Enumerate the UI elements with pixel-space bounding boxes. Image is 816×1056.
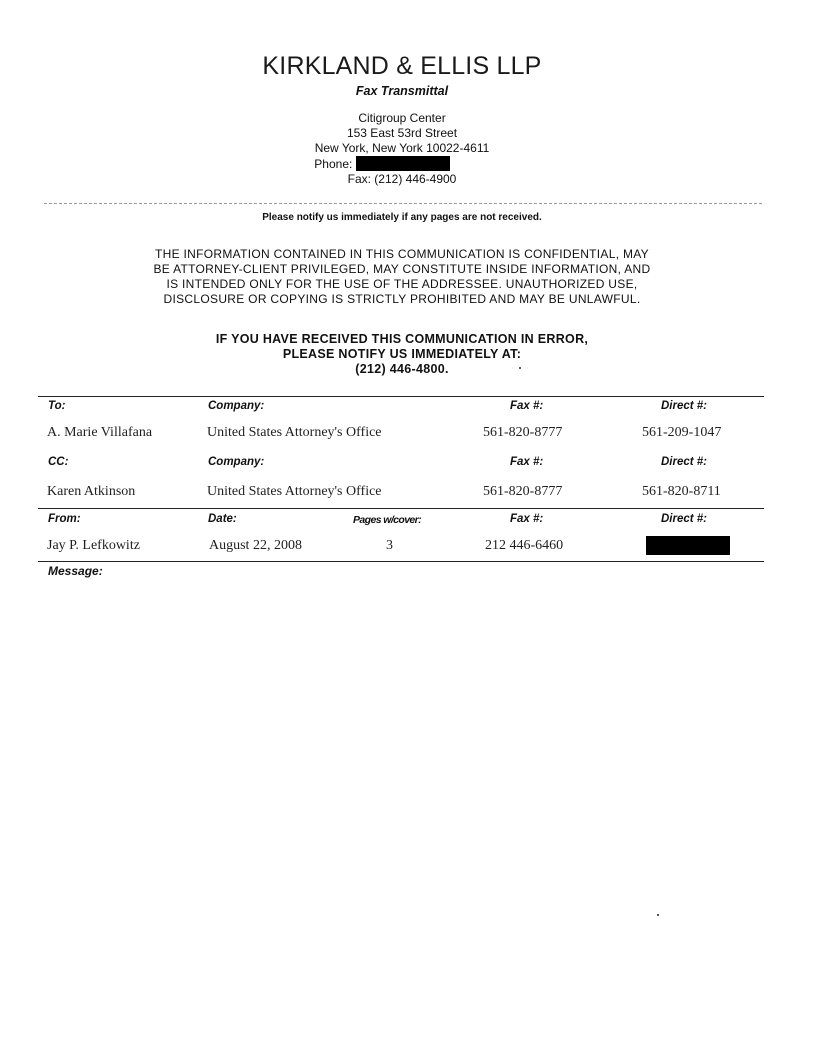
to-company: United States Attorney's Office — [207, 425, 382, 440]
from-fax: 212 446-6460 — [485, 538, 564, 553]
to-fax: 561-820-8777 — [483, 425, 563, 440]
from-name: Jay P. Lefkowitz — [47, 538, 140, 553]
address-line-2: 153 East 53rd Street — [346, 126, 458, 140]
direct-redaction — [646, 536, 730, 555]
from-fax-label: Fax #: — [510, 513, 544, 525]
confidentiality-line: DISCLOSURE OR COPYING IS STRICTLY PROHIBITED AND MAY BE UNLAWFUL. — [163, 292, 641, 306]
from-pages: 3 — [386, 538, 393, 553]
to-direct-label: Direct #: — [661, 400, 708, 412]
scan-speck — [657, 914, 659, 916]
to-direct: 561-209-1047 — [642, 425, 722, 440]
message-label: Message: — [48, 564, 103, 578]
from-date: August 22, 2008 — [209, 538, 302, 553]
to-fax-label: Fax #: — [510, 400, 544, 412]
table-top-rule — [38, 396, 764, 397]
confidentiality-line: BE ATTORNEY-CLIENT PRIVILEGED, MAY CONSTITUTE INSIDE INFORMATION, AND — [153, 262, 651, 276]
confidentiality-line: THE INFORMATION CONTAINED IN THIS COMMUNICATION IS CONFIDENTIAL, MAY — [155, 247, 649, 261]
confidentiality-line: IS INTENDED ONLY FOR THE USE OF THE ADDRESSEE. UNAUTHORIZED USE, — [166, 277, 638, 291]
error-notice — [0, 332, 804, 377]
date-label: Date: — [208, 513, 237, 525]
address-line-3: New York, New York 10022-4611 — [314, 141, 490, 155]
cc-label: CC: — [48, 456, 69, 468]
from-label: From: — [48, 513, 81, 525]
cc-direct: 561-820-8711 — [642, 484, 721, 499]
to-company-label: Company: — [208, 400, 265, 412]
table-bottom-rule — [38, 561, 764, 562]
cc-company-label: Company: — [208, 456, 265, 468]
address-line-1: Citigroup Center — [358, 111, 446, 125]
error-line: PLEASE NOTIFY US IMMEDIATELY AT: — [282, 347, 522, 361]
to-label: To: — [48, 400, 66, 412]
to-name: A. Marie Villafana — [47, 425, 153, 440]
phone-label: Phone: — [314, 157, 353, 171]
document-title: Fax Transmittal — [355, 84, 449, 98]
pages-label: Pages w/cover: — [353, 514, 422, 526]
table-middle-rule — [38, 508, 764, 509]
cc-fax-label: Fax #: — [510, 456, 544, 468]
cc-fax: 561-820-8777 — [483, 484, 563, 499]
phone-line — [0, 156, 804, 172]
confidentiality-notice — [0, 247, 804, 307]
scan-speck — [519, 367, 521, 369]
error-line: IF YOU HAVE RECEIVED THIS COMMUNICATION IN ERROR, — [215, 332, 589, 346]
cc-company: United States Attorney's Office — [207, 484, 382, 499]
pages-notice: Please notify us immediately if any pages are not received. — [262, 212, 542, 223]
error-phone: (212) 446-4800. — [355, 362, 449, 376]
phone-redaction — [356, 156, 450, 171]
from-direct-label: Direct #: — [661, 513, 708, 525]
cc-name: Karen Atkinson — [47, 484, 136, 499]
firm-name: KIRKLAND & ELLIS LLP — [262, 52, 542, 80]
divider — [44, 203, 762, 204]
fax-line: Fax: (212) 446-4900 — [347, 172, 457, 186]
cc-direct-label: Direct #: — [661, 456, 708, 468]
